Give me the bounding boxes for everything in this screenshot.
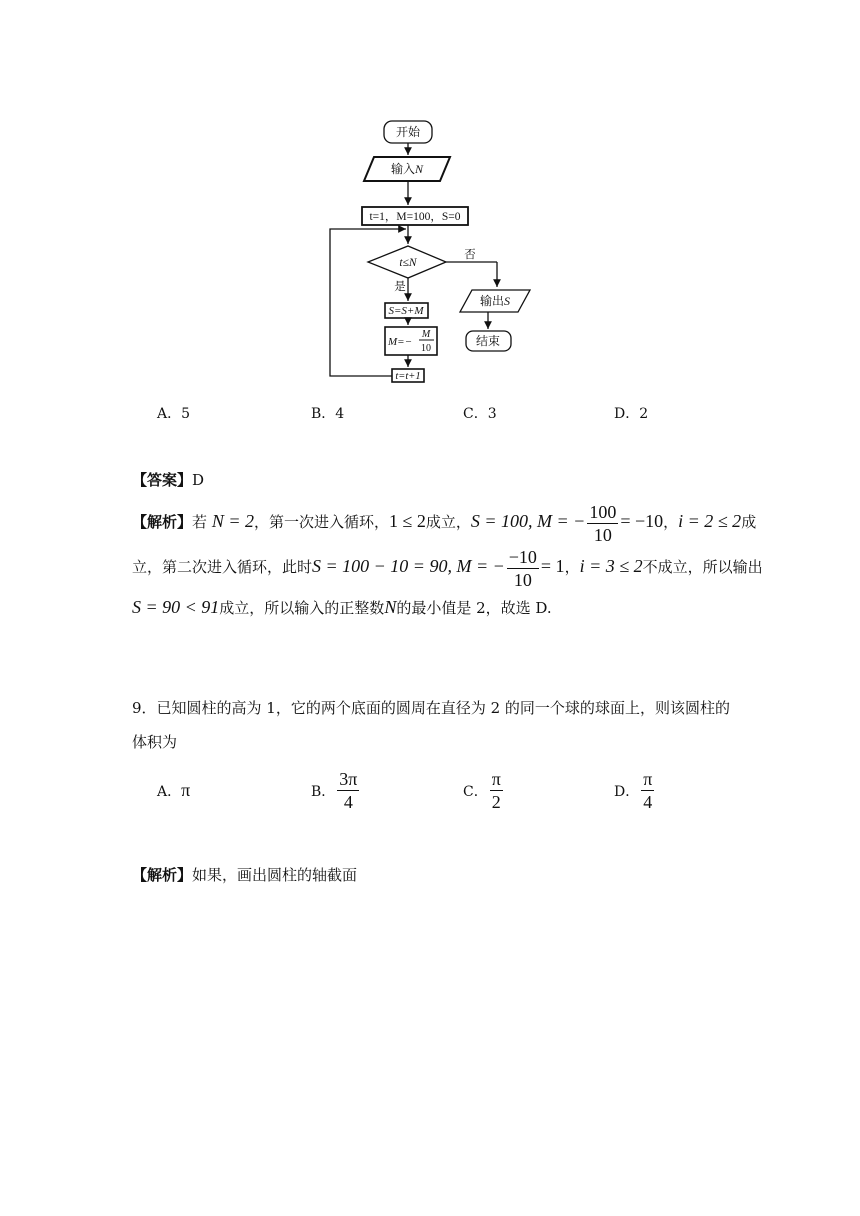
yes-label: 是	[394, 281, 406, 293]
math: S = 100 − 10 = 90, M = −	[312, 556, 505, 576]
text: 若	[192, 513, 208, 531]
answer-value: D	[192, 471, 205, 489]
no-label: 否	[464, 249, 476, 261]
q8-option-c: C．3	[463, 406, 497, 422]
q9-option-a: A．π	[157, 780, 191, 800]
text: 成立，	[425, 513, 471, 531]
end-label: 结束	[475, 334, 501, 348]
text: ，第一次进入循环，	[253, 513, 389, 531]
math: i = 2 ≤ 2	[678, 511, 742, 531]
text: ，	[663, 513, 679, 531]
step1-label: S=S+M	[388, 305, 424, 317]
q9-option-c: C． $\frac{\pi}{2}$	[463, 769, 501, 812]
analysis8-label: 【解析】	[132, 513, 193, 531]
step3-label: t=t+1	[395, 371, 421, 382]
fraction: $\frac{-10}{10}$	[508, 546, 537, 590]
q9-option-b: B． $\frac{3\pi}{4}$	[311, 769, 358, 812]
math: N	[384, 597, 397, 617]
analysis8-line1	[132, 499, 756, 546]
text: 成	[741, 513, 757, 531]
flowchart	[320, 115, 550, 385]
analysis9-line	[132, 865, 357, 885]
start-label: 开始	[395, 125, 421, 139]
math: i = 3 ≤ 2	[579, 556, 643, 576]
analysis9-label: 【解析】	[132, 866, 193, 884]
fraction: $\frac{100}{10}$	[589, 501, 617, 545]
question9-line1: 9．已知圆柱的高为 1，它的两个底面的圆周在直径为 2 的同一个球的球面上，则该圆柱的	[132, 699, 730, 717]
q8-option-b: B．4	[311, 406, 345, 422]
q9-option-d: D． $\frac{\pi}{4}$	[614, 769, 653, 812]
math: S = 100, M = −	[470, 511, 586, 531]
math: S = 90 < 91	[132, 597, 220, 617]
step2-left: M=−	[388, 336, 413, 348]
analysis8-line2	[132, 544, 763, 591]
math: = −10	[620, 511, 664, 531]
step2-den: 10	[421, 343, 431, 354]
question9-line2: 体积为	[132, 733, 178, 751]
input-label: 输入N	[390, 162, 424, 176]
q8-option-d: D．2	[614, 406, 649, 422]
q8-option-a: A．5	[157, 406, 191, 422]
init-label: t=1，M=100，S=0	[369, 211, 461, 223]
text: 的最小值是 2，故选 D.	[396, 599, 552, 617]
condition-label: t≤N	[399, 257, 417, 269]
answer-label: 【答案】	[132, 471, 193, 489]
analysis9-text: 如果，画出圆柱的轴截面	[192, 866, 358, 884]
text: 立，第二次进入循环，此时	[132, 558, 313, 576]
step2-num: M	[421, 329, 431, 340]
output-label: 输出S	[479, 294, 511, 308]
text: 成立，所以输入的正整数	[219, 599, 385, 617]
math: 1 ≤ 2	[388, 511, 426, 531]
text: 不成立，所以输出	[642, 558, 763, 576]
math: = 1	[540, 556, 565, 576]
math: N = 2	[211, 511, 254, 531]
text: ，	[564, 558, 580, 576]
analysis8-line3	[132, 597, 552, 618]
answer-line	[132, 470, 204, 490]
